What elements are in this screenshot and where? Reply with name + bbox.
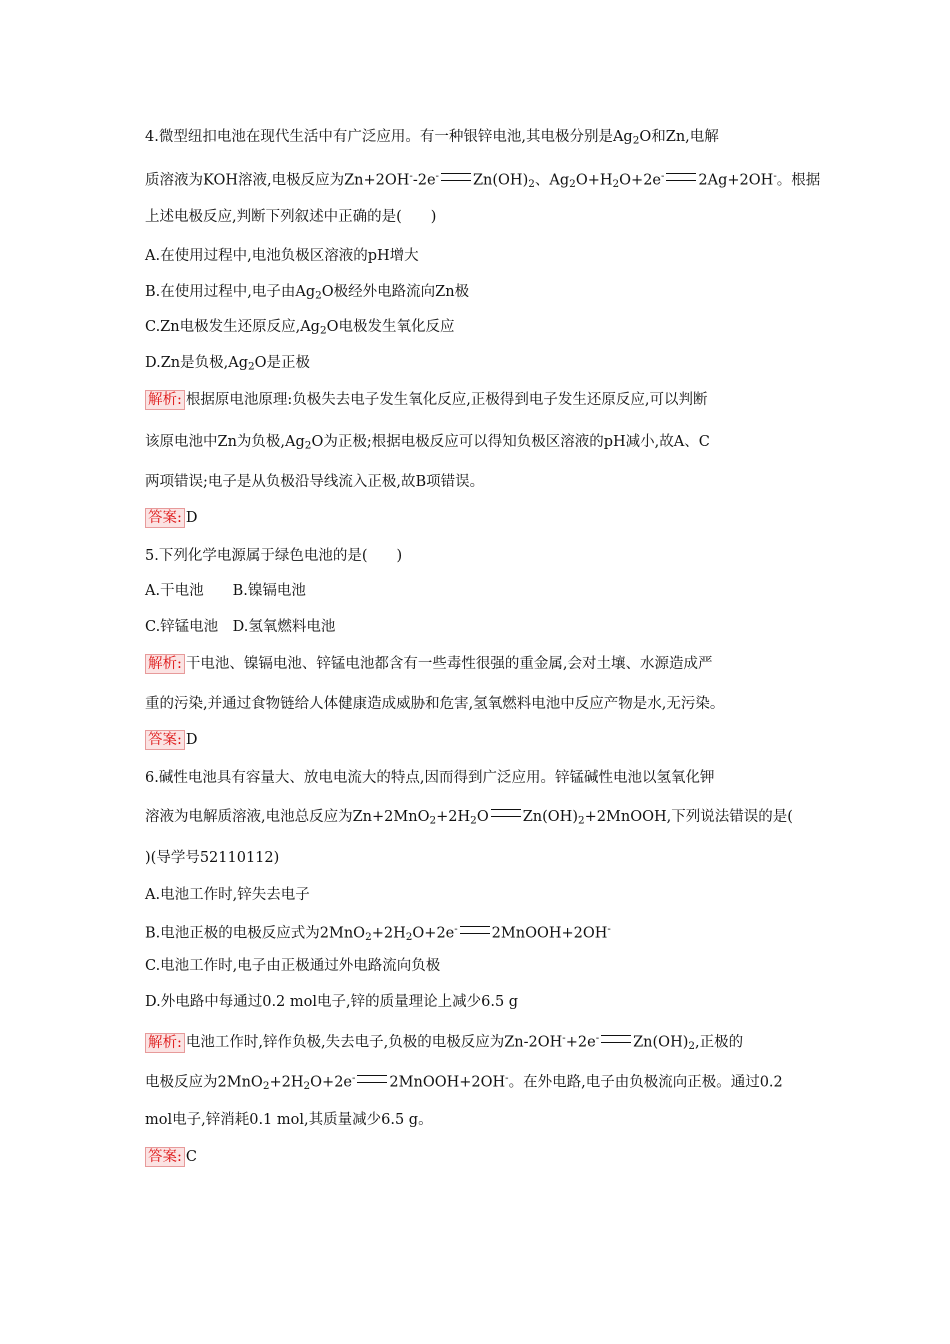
equals-sign xyxy=(491,809,521,817)
q5-options-cd: C.锌锰电池 D.氢氧燃料电池 xyxy=(145,619,336,635)
q4-analysis-3: 两项错误;电子是从负极沿导线流入正极,故B项错误。 xyxy=(145,474,485,490)
q6-answer: 答案: C xyxy=(145,1147,197,1167)
q6-line-2: 溶液为电解质溶液,电池总反应为$Zn+2MnO_2+2H_2O$ $Zn(OH)_2+2MnOOH$,下列说法错误的是( xyxy=(145,809,793,827)
q5-line-1: 5.下列化学电源属于绿色电池的是( ) xyxy=(145,548,403,564)
q6-option-a: A.电池工作时,锌失去电子 xyxy=(145,887,310,903)
q6-option-d: D.外电路中每通过0.2 mol电子,锌的质量理论上减少6.5 g xyxy=(145,994,519,1010)
q6-line-1: 6.碱性电池具有容量大、放电电流大的特点,因而得到广泛应用。锌锰碱性电池以氢氧化钾 xyxy=(145,770,715,786)
q5-answer: 答案: D xyxy=(145,730,198,750)
answer-tag: 答案: xyxy=(145,1147,185,1167)
q6-line-3: )(导学号52110112) xyxy=(145,850,280,866)
equals-sign xyxy=(441,173,471,181)
q4-option-a: A.在使用过程中,电池负极区溶液的pH增大 xyxy=(145,248,419,264)
q5-options-ab: A.干电池 B.镍镉电池 xyxy=(145,583,306,599)
analysis-tag: 解析: xyxy=(145,1033,185,1053)
q4-line-1: 4.微型纽扣电池在现代生活中有广泛应用。有一种银锌电池,其电极分别是$Ag_2O$和Zn,电解 xyxy=(145,129,719,147)
q5-analysis-1: 解析: 干电池、镍镉电池、锌锰电池都含有一些毒性很强的重金属,会对土壤、水源造成严 xyxy=(145,654,713,674)
answer-tag: 答案: xyxy=(145,508,185,528)
q4-analysis-1: 解析: 根据原电池原理:负极失去电子发生氧化反应,正极得到电子发生还原反应,可以判断 xyxy=(145,390,708,410)
q4-answer: 答案: D xyxy=(145,508,198,528)
q6-analysis-3: mol电子,锌消耗0.1 mol,其质量减少6.5 g。 xyxy=(145,1112,433,1128)
equals-sign xyxy=(460,926,490,934)
analysis-tag: 解析: xyxy=(145,654,185,674)
q4-analysis-2: 该原电池中Zn为负极$,Ag_2O$为正极;根据电极反应可以得知负极区溶液的pH减小,故A、C xyxy=(145,434,710,452)
q4-option-c: C.Zn电极发生还原反应$,Ag_2O$电极发生氧化反应 xyxy=(145,319,455,337)
equals-sign xyxy=(666,173,696,181)
q4-line-3: 上述电极反应,判断下列叙述中正确的是( ) xyxy=(145,209,437,225)
q4-option-b: B.在使用过程中,电子由$Ag_2O$极经外电路流向Zn极 xyxy=(145,284,470,302)
q6-analysis-1: 解析: 电池工作时,锌作负极,失去电子,负极的电极反应为Zn-2OH-+2e- $Zn(OH)_2$,正极的 xyxy=(145,1029,743,1056)
equals-sign xyxy=(357,1075,387,1083)
q4-option-d: D.Zn是负极$,Ag_2O$是正极 xyxy=(145,355,311,373)
answer-tag: 答案: xyxy=(145,730,185,750)
equals-sign xyxy=(601,1035,631,1043)
q6-option-c: C.电池工作时,电子由正极通过外电路流向负极 xyxy=(145,958,441,974)
q6-analysis-2: 电极反应为$2MnO_2+2H_2O+2e^-$ 2MnOOH+2OH-。在外电路,电子由负极流向正极。通过0.2 xyxy=(145,1073,783,1093)
q6-option-b: B.电池正极的电极反应式为$2MnO_2+2H_2O+2e^-$ 2MnOOH+2OH- xyxy=(145,924,611,944)
analysis-tag: 解析: xyxy=(145,390,185,410)
q4-line-2: 质溶液为KOH溶液,电极反应为Zn+2OH--2e- $Zn(OH)_2$、$Ag_2O+H_2O+2e^-$ 2Ag+2OH-。根据 xyxy=(145,171,821,191)
q5-analysis-2: 重的污染,并通过食物链给人体健康造成威胁和危害,氢氧燃料电池中反应产物是水,无污染。 xyxy=(145,696,725,712)
